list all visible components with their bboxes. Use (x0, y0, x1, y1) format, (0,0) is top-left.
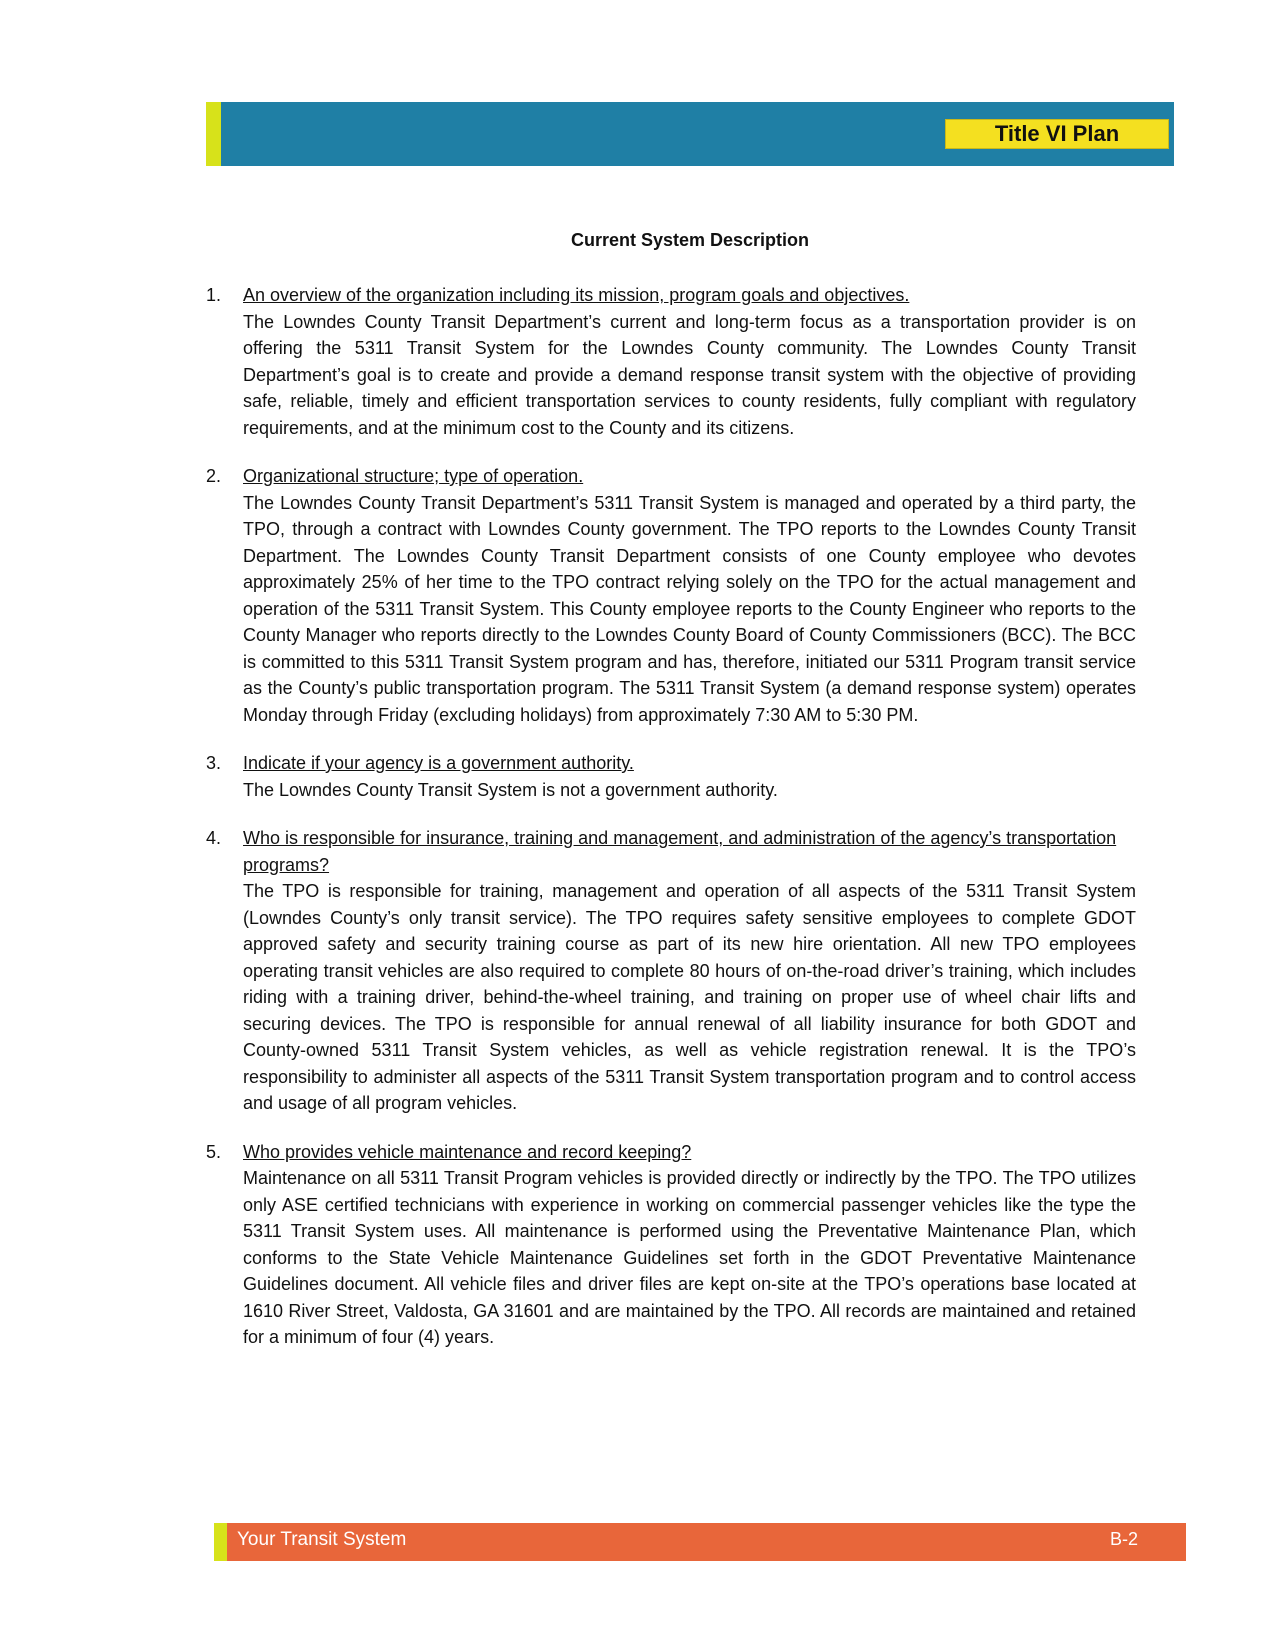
header-accent-stripe (206, 102, 221, 166)
item-heading: Who provides vehicle maintenance and record keeping? (243, 1141, 692, 1162)
item-body: The Lowndes County Transit Department’s 5311 Transit System is managed and operated by a third party, the TPO, through a contract with Lowndes County government. The TPO reports to the Lowndes County Transit Department. The Lowndes County Transit Department consists of one County employee who devotes approximately 25% of her time to the TPO contract relying solely on the TPO for the actual management and operation of the 5311 Transit System. This County employee reports to the County Engineer who reports to the County Manager who reports directly to the Lowndes County Board of County Commissioners (BCC). The BCC is committed to this 5311 Transit System program and has, therefore, initiated our 5311 Program transit service as the County’s public transportation program. The 5311 Transit System (a demand response system) operates Monday through Friday (excluding holidays) from approximately 7:30 AM to 5:30 PM. (243, 492, 1136, 725)
document-title: Title VI Plan (945, 119, 1169, 149)
item-body: The Lowndes County Transit System is not a government authority. (243, 779, 778, 800)
footer-accent-stripe (214, 1523, 227, 1561)
list-item (206, 750, 1136, 803)
list-item (206, 282, 1136, 441)
footer-system-name: Your Transit System (237, 1529, 407, 1550)
list-item (206, 463, 1136, 728)
item-number: 2. (206, 466, 222, 486)
item-number: 3. (206, 753, 222, 773)
item-heading: Organizational structure; type of operation. (243, 466, 584, 486)
item-body: Maintenance on all 5311 Transit Program vehicles is provided directly or indirectly by the TPO. The TPO utilizes only ASE certified technicians with experience in working on commercial passenger vehicles like the type the 5311 Transit System uses. All maintenance is performed using the Preventative Maintenance Plan, which conforms to the State Vehicle Maintenance Guidelines set forth in the GDOT Preventative Maintenance Guidelines document. All vehicle files and driver files are kept on-site at the TPO’s operations base located at 1610 River Street, Valdosta, GA 31601 and are maintained by the TPO. All records are maintained and retained for a minimum of four (4) years. (243, 1168, 1136, 1347)
item-heading: An overview of the organization including its mission, program goals and objectives. (243, 285, 910, 305)
item-body: The Lowndes County Transit Department’s current and long-term focus as a transportation provider is on offering the 5311 Transit System for the Lowndes County community. The Lowndes County Transit Department’s goal is to create and provide a demand response transit system with the objective of providing safe, reliable, timely and efficient transportation services to county residents, fully compliant with regulatory requirements, and at the minimum cost to the County and its citizens. (243, 311, 1136, 438)
list-item (206, 825, 1136, 1117)
item-heading: Who is responsible for insurance, training and management, and administration of the agency’s transportation programs? (243, 828, 1117, 875)
content (206, 282, 1136, 1373)
item-body: The TPO is responsible for training, management and operation of all aspects of the 5311 Transit System (Lowndes County’s only transit service). The TPO requires safety sensitive employees to complete GDOT approved safety and security training course as part of its new hire orientation. All new TPO employees operating transit vehicles are also required to complete 80 hours of on-the-road driver’s training, which includes riding with a training driver, behind-the-wheel training, and training on proper use of wheel chair lifts and securing devices. The TPO is responsible for annual renewal of all liability insurance for both GDOT and County-owned 5311 Transit System vehicles, as well as vehicle registration renewal. It is the TPO’s responsibility to administer all aspects of the 5311 Transit System transportation program and to control access and usage of all program vehicles. (243, 881, 1136, 1113)
item-number: 5. (206, 1141, 222, 1162)
section-title: Current System Description (570, 230, 810, 250)
item-number: 1. (206, 285, 222, 305)
item-number: 4. (206, 828, 222, 848)
page-number: B-2 (1110, 1529, 1139, 1549)
list-item (206, 1139, 1136, 1351)
item-heading: Indicate if your agency is a government authority. (243, 753, 634, 773)
